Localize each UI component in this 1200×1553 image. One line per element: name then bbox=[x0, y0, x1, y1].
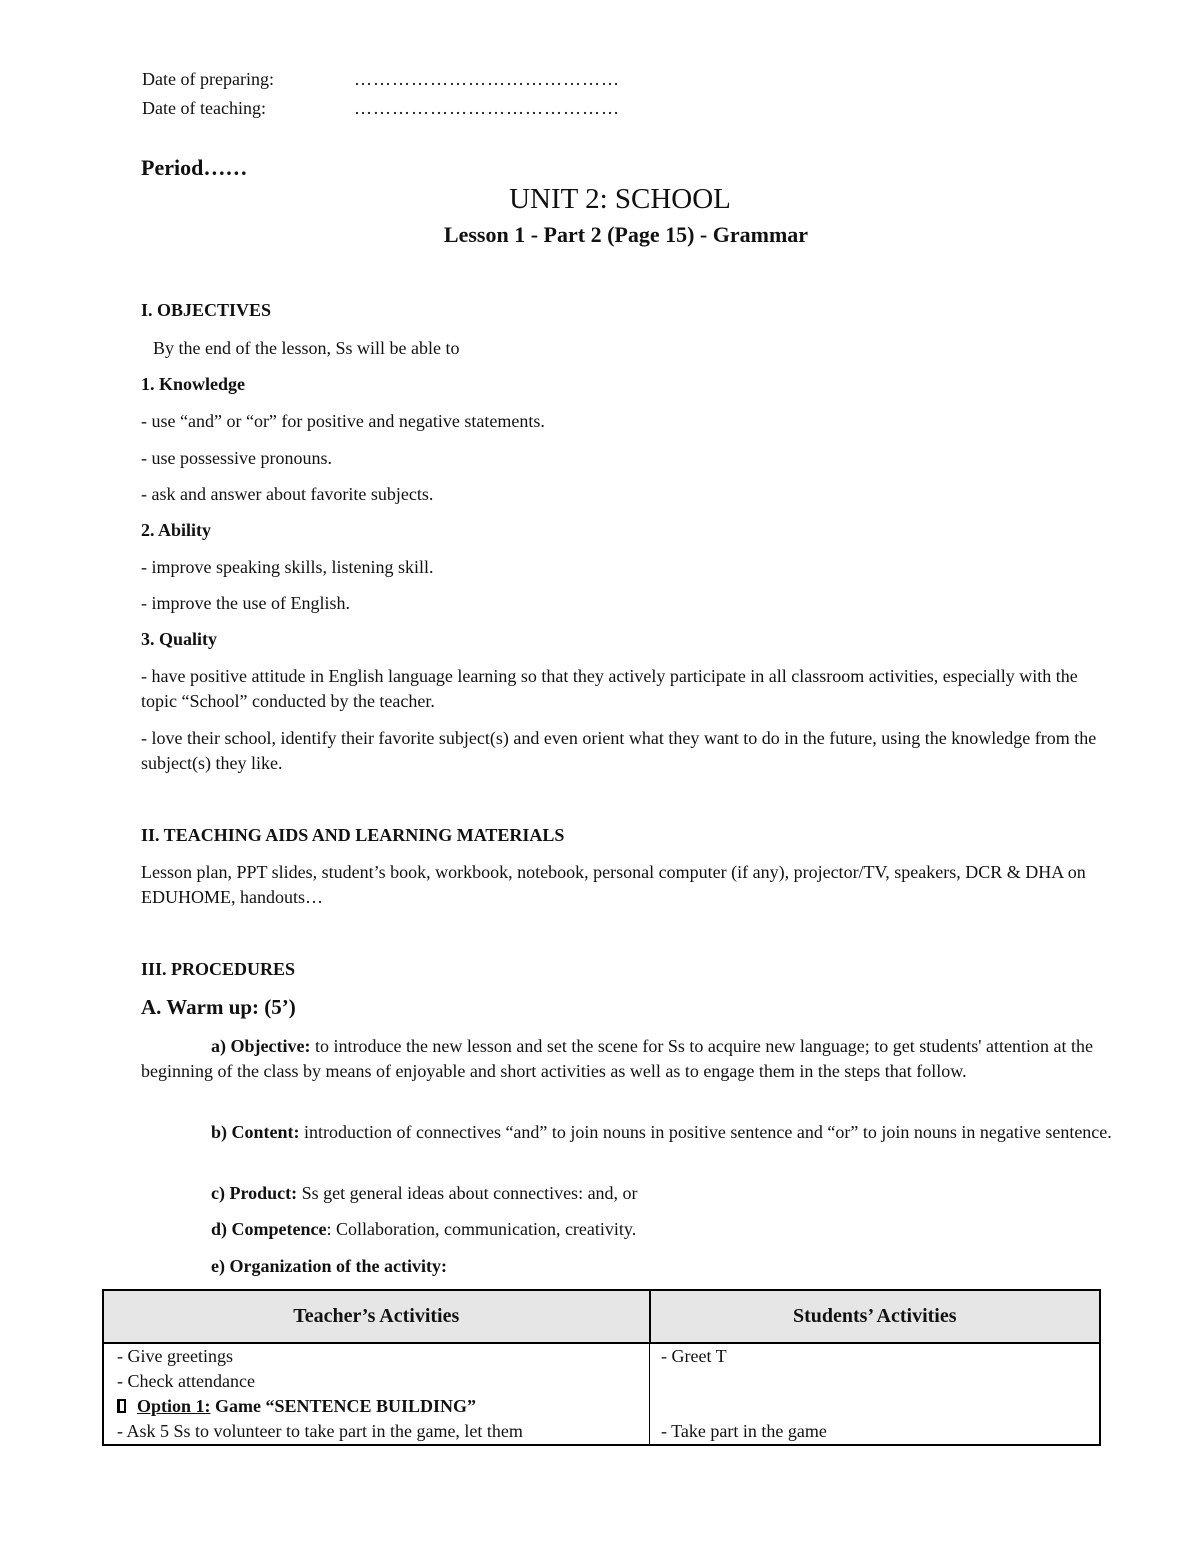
date-teaching-value: …………………………………… bbox=[354, 98, 620, 118]
ability-item: - improve the use of English. bbox=[141, 593, 350, 613]
spacer-row bbox=[661, 1394, 1099, 1419]
product-paragraph bbox=[211, 1181, 638, 1206]
students-activities-cell bbox=[650, 1343, 1101, 1445]
ability-heading: 2. Ability bbox=[141, 520, 212, 540]
students-activities-header: Students’ Activities bbox=[650, 1290, 1101, 1343]
date-preparing-label: Date of preparing: bbox=[142, 69, 274, 89]
knowledge-item: - ask and answer about favorite subjects. bbox=[141, 484, 434, 504]
unit-title: UNIT 2: SCHOOL bbox=[509, 183, 731, 215]
option-line bbox=[117, 1394, 649, 1419]
materials-heading: II. TEACHING AIDS AND LEARNING MATERIALS bbox=[141, 825, 565, 845]
activity-table bbox=[102, 1289, 1101, 1446]
competence-label: d) Competence bbox=[211, 1219, 327, 1239]
teacher-line: - Check attendance bbox=[117, 1371, 255, 1391]
product-label: c) Product: bbox=[211, 1183, 298, 1203]
date-preparing-value: …………………………………… bbox=[354, 69, 620, 89]
period-label: Period…… bbox=[141, 155, 248, 180]
date-teaching-label: Date of teaching: bbox=[142, 98, 266, 118]
content-text: introduction of connectives “and” to join nouns in positive sentence and “or” to join nouns in negative sentence. bbox=[299, 1122, 1112, 1142]
materials-text: Lesson plan, PPT slides, student’s book, workbook, notebook, personal computer (if any), projector/TV, speakers, DCR & DHA on EDUHOME, handouts… bbox=[141, 862, 1086, 907]
student-line: - Take part in the game bbox=[661, 1421, 827, 1441]
warmup-heading: A. Warm up: (5’) bbox=[141, 995, 296, 1019]
objective-paragraph bbox=[141, 1034, 1116, 1084]
objective-label: a) Objective: bbox=[211, 1036, 311, 1056]
option-text: Game “SENTENCE BUILDING” bbox=[210, 1396, 477, 1416]
table-row bbox=[103, 1343, 1100, 1445]
bullet-icon bbox=[117, 1399, 126, 1413]
content-label: b) Content: bbox=[211, 1122, 300, 1142]
teacher-line: - Give greetings bbox=[117, 1346, 233, 1366]
teacher-line: - Ask 5 Ss to volunteer to take part in the game, let them bbox=[117, 1421, 523, 1441]
competence-text: : Collaboration, communication, creativity. bbox=[326, 1219, 637, 1239]
spacer-row bbox=[661, 1369, 1099, 1394]
competence-paragraph bbox=[211, 1217, 636, 1242]
quality-heading: 3. Quality bbox=[141, 629, 218, 649]
knowledge-heading: 1. Knowledge bbox=[141, 374, 246, 394]
table-header-row bbox=[103, 1290, 1100, 1343]
objectives-heading: I. OBJECTIVES bbox=[141, 300, 272, 320]
product-text: Ss get general ideas about connectives: and, or bbox=[297, 1183, 638, 1203]
student-line: - Greet T bbox=[661, 1346, 727, 1366]
objectives-intro: By the end of the lesson, Ss will be able to bbox=[153, 338, 460, 358]
option-label: Option 1: bbox=[137, 1396, 211, 1416]
objective-text: to introduce the new lesson and set the scene for Ss to acquire new language; to get students' attention at the beginning of the class by means of enjoyable and short activities as well as to engage them in the steps that follow. bbox=[141, 1036, 1093, 1081]
quality-item: - love their school, identify their favorite subject(s) and even orient what they want to do in the future, using the knowledge from the subject(s) they like. bbox=[141, 728, 1097, 773]
procedures-heading: III. PROCEDURES bbox=[141, 959, 296, 979]
knowledge-item: - use “and” or “or” for positive and negative statements. bbox=[141, 411, 545, 431]
teacher-activities-cell bbox=[103, 1343, 650, 1445]
content-paragraph bbox=[141, 1120, 1116, 1145]
quality-item: - have positive attitude in English language learning so that they actively participate in all classroom activities, especially with the topic “School” conducted by the teacher. bbox=[141, 666, 1078, 711]
organization-label: e) Organization of the activity: bbox=[211, 1256, 447, 1276]
lesson-title: Lesson 1 - Part 2 (Page 15) - Grammar bbox=[443, 222, 809, 247]
knowledge-item: - use possessive pronouns. bbox=[141, 448, 332, 468]
teacher-activities-header: Teacher’s Activities bbox=[103, 1290, 650, 1343]
ability-item: - improve speaking skills, listening skill. bbox=[141, 557, 434, 577]
